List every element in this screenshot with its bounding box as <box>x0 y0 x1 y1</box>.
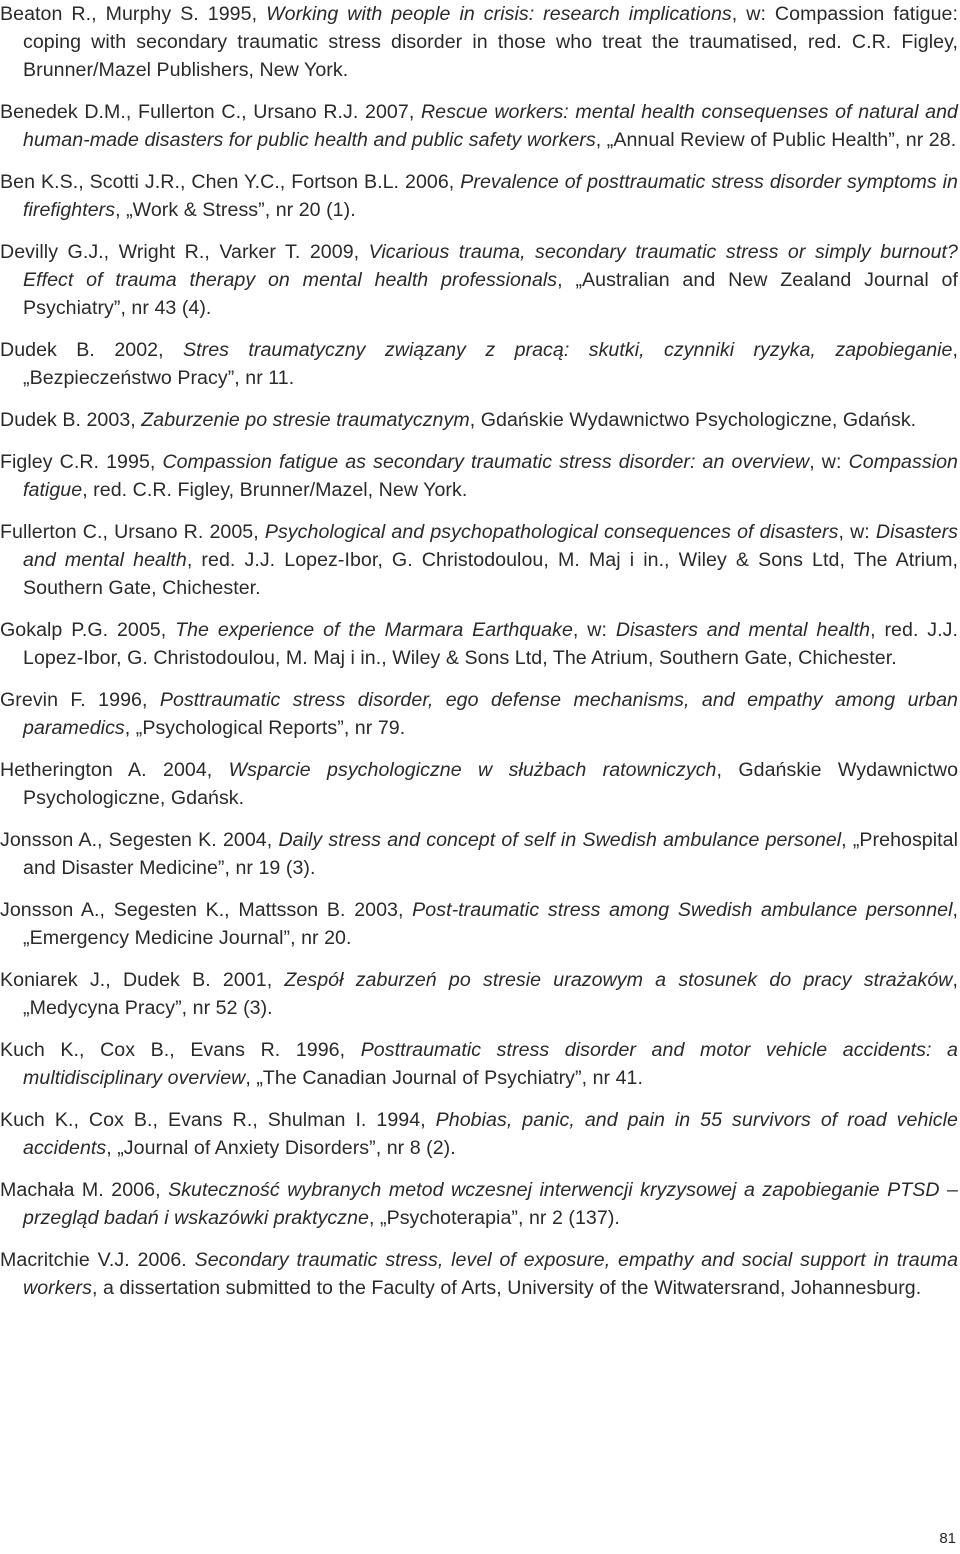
reference-text: , „Emergency Medicine Journal”, nr 20. <box>23 899 958 949</box>
reference-text: Grevin F. 1996, <box>0 689 160 711</box>
reference-text: Machała M. 2006, <box>0 1179 169 1201</box>
reference-text: Jonsson A., Segesten K. 2004, <box>0 829 279 851</box>
reference-title: Working with people in crisis: research implications <box>266 3 732 25</box>
reference-text: , „Psychological Reports”, nr 79. <box>124 717 406 739</box>
reference-text: , w: <box>838 521 876 543</box>
reference-title: Stres traumatyczny związany z pracą: skutki, czynniki ryzyka, zapobieganie <box>183 339 953 361</box>
reference-text: , w: Compassion fatigue: coping with secondary traumatic stress disorder in those who treat the traumatised, red. C.R. Figley, Brunner/Mazel Publishers, New York. <box>23 3 958 81</box>
reference-entry <box>0 336 958 392</box>
reference-title: Secondary traumatic stress, level of exposure, empathy and social support in trauma workers <box>23 1249 959 1299</box>
reference-title: Psychological and psychopathological consequences of disasters <box>264 521 839 543</box>
reference-title: Daily stress and concept of self in Swedish ambulance personel <box>278 829 842 851</box>
reference-entry <box>0 1036 958 1092</box>
reference-text: Hetherington A. 2004, <box>0 759 229 781</box>
reference-text: Kuch K., Cox B., Evans R. 1996, <box>0 1039 361 1061</box>
reference-text: Ben K.S., Scotti J.R., Chen Y.C., Fortson B.L. 2006, <box>0 171 461 193</box>
reference-text: Jonsson A., Segesten K., Mattsson B. 2003, <box>0 899 413 921</box>
reference-text: , „Journal of Anxiety Disorders”, nr 8 (2). <box>106 1137 456 1159</box>
reference-entry <box>0 1106 958 1162</box>
reference-title: Zespół zaburzeń po stresie urazowym a stosunek do pracy strażaków <box>284 969 953 991</box>
reference-text: , „Australian and New Zealand Journal of Psychiatry”, nr 43 (4). <box>23 269 958 319</box>
reference-text: , „Work & Stress”, nr 20 (1). <box>115 199 356 221</box>
reference-title: Disasters and mental health <box>23 521 958 571</box>
reference-text: Gokalp P.G. 2005, <box>0 619 176 641</box>
reference-title: Rescue workers: mental health consequenses of natural and human-made disasters for public health and public safety workers <box>23 101 958 151</box>
reference-text: Figley C.R. 1995, <box>0 451 163 473</box>
reference-text: , „Psychoterapia”, nr 2 (137). <box>369 1207 620 1229</box>
reference-text: , „Annual Review of Public Health”, nr 28. <box>595 129 957 151</box>
reference-entry <box>0 896 958 952</box>
reference-title: Zaburzenie po stresie traumatycznym <box>141 409 470 431</box>
reference-title: Posttraumatic stress disorder, ego defense mechanisms, and empathy among urban paramedics <box>23 689 958 739</box>
reference-entry <box>0 168 958 224</box>
reference-entry <box>0 448 958 504</box>
reference-text: , red. J.J. Lopez-Ibor, G. Christodoulou, M. Maj i in., Wiley & Sons Ltd, The Atrium, Southern Gate, Chichester. <box>23 619 958 669</box>
reference-text: Benedek D.M., Fullerton C., Ursano R.J. 2007, <box>0 101 421 123</box>
reference-text: , w: <box>572 619 616 641</box>
reference-title: Prevalence of posttraumatic stress disorder symptoms in firefighters <box>23 171 958 221</box>
reference-title: Vicarious trauma, secondary traumatic stress or simply burnout? Effect of trauma therapy on mental health professionals <box>23 241 958 291</box>
reference-entry <box>0 686 958 742</box>
reference-entry <box>0 1246 958 1302</box>
reference-text: , „Bezpieczeństwo Pracy”, nr 11. <box>23 339 958 389</box>
reference-text: Dudek B. 2002, <box>0 339 184 361</box>
reference-text: Macritchie V.J. 2006. <box>0 1249 195 1271</box>
reference-entry <box>0 826 958 882</box>
reference-text: Dudek B. 2003, <box>0 409 142 431</box>
reference-text: , „Prehospital and Disaster Medicine”, nr 19 (3). <box>23 829 958 879</box>
reference-title: Wsparcie psychologiczne w służbach ratowniczych <box>228 759 717 781</box>
reference-text: , Gdańskie Wydawnictwo Psychologiczne, Gdańsk. <box>23 759 959 809</box>
reference-title: Phobias, panic, and pain in 55 survivors of road vehicle accidents <box>23 1109 958 1159</box>
reference-title: Disasters and mental health <box>615 619 871 641</box>
reference-title: The experience of the Marmara Earthquake <box>175 619 573 641</box>
reference-text: , w: <box>809 451 849 473</box>
reference-entry <box>0 966 958 1022</box>
page-number: 81 <box>939 1530 956 1547</box>
reference-text: Beaton R., Murphy S. 1995, <box>0 3 267 25</box>
reference-text: Koniarek J., Dudek B. 2001, <box>0 969 285 991</box>
reference-entry <box>0 616 958 672</box>
reference-entry <box>0 756 958 812</box>
reference-title: Compassion fatigue as secondary traumatic stress disorder: an overview <box>162 451 810 473</box>
reference-text: Devilly G.J., Wright R., Varker T. 2009, <box>0 241 369 263</box>
reference-entry <box>0 0 958 84</box>
reference-text: Kuch K., Cox B., Evans R., Shulman I. 1994, <box>0 1109 436 1131</box>
reference-text: , „Medycyna Pracy”, nr 52 (3). <box>23 969 958 1019</box>
reference-title: Skuteczność wybranych metod wczesnej interwencji kryzysowej a zapobieganie PTSD – przegląd badań i wskazówki praktyczne <box>23 1179 958 1229</box>
reference-entry <box>0 98 958 154</box>
reference-text: , Gdańskie Wydawnictwo Psychologiczne, Gdańsk. <box>469 409 917 431</box>
reference-text: , a dissertation submitted to the Faculty of Arts, University of the Witwatersrand, Johannesburg. <box>91 1277 922 1299</box>
reference-text: Fullerton C., Ursano R. 2005, <box>0 521 265 543</box>
reference-entry <box>0 518 958 602</box>
reference-entry <box>0 238 958 322</box>
reference-text: , red. C.R. Figley, Brunner/Mazel, New York. <box>82 479 468 501</box>
reference-text: , „The Canadian Journal of Psychiatry”, nr 41. <box>245 1067 643 1089</box>
reference-entry <box>0 1176 958 1232</box>
reference-title: Compassion fatigue <box>23 451 958 501</box>
reference-entry <box>0 406 958 434</box>
reference-title: Post-traumatic stress among Swedish ambulance personnel <box>412 899 953 921</box>
reference-title: Posttraumatic stress disorder and motor vehicle accidents: a multidisciplinary overview <box>23 1039 958 1089</box>
reference-text: , red. J.J. Lopez-Ibor, G. Christodoulou, M. Maj i in., Wiley & Sons Ltd, The Atrium, Southern Gate, Chichester. <box>23 549 959 599</box>
